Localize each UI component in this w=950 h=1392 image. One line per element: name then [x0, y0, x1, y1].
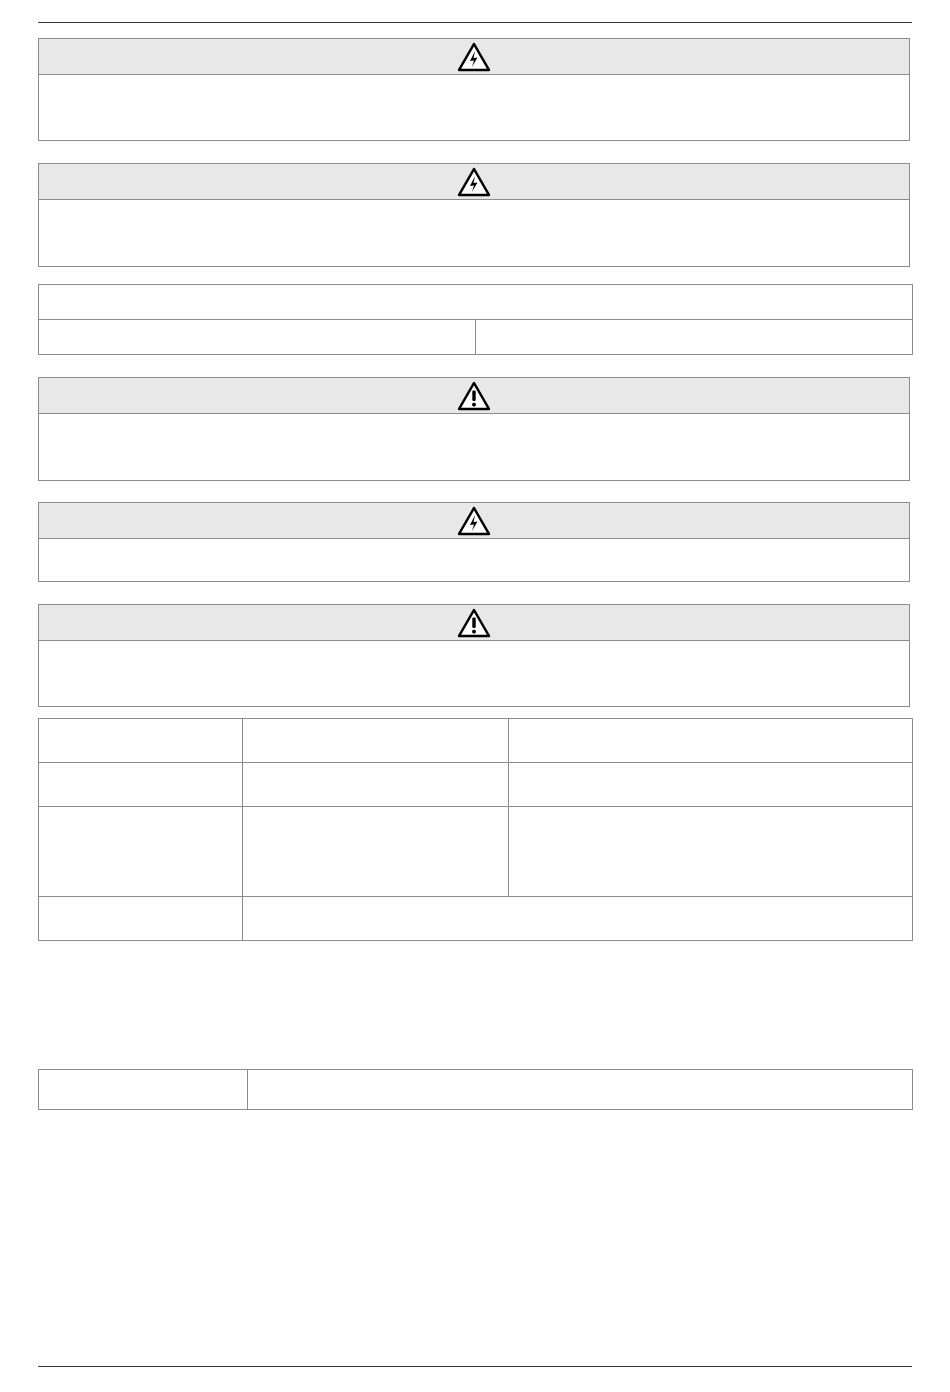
table-cell [243, 897, 913, 941]
notice-body [39, 539, 909, 582]
note-table [38, 1069, 913, 1110]
table-cell [39, 285, 913, 320]
top-rule [38, 22, 912, 23]
table-cell [476, 320, 913, 355]
bottom-rule [38, 1366, 912, 1367]
warning-notice [38, 377, 910, 481]
warning-icon [457, 608, 491, 638]
table-cell [243, 719, 509, 763]
warning-icon [457, 381, 491, 411]
notice-body [39, 200, 909, 267]
table-cell [509, 763, 913, 807]
electric-hazard-notice [38, 163, 910, 267]
table-cell [39, 320, 476, 355]
table-cell [39, 719, 243, 763]
table-cell [243, 763, 509, 807]
electric-hazard-icon [457, 42, 491, 72]
notice-header [39, 378, 909, 414]
info-table [38, 284, 913, 355]
table-cell [39, 1070, 248, 1110]
warning-notice [38, 604, 910, 707]
table-cell [39, 807, 243, 897]
table-cell [243, 807, 509, 897]
electric-hazard-notice [38, 502, 910, 582]
table-cell [248, 1070, 913, 1110]
spec-table [38, 718, 913, 941]
notice-body [39, 75, 909, 141]
electric-hazard-icon [457, 167, 491, 197]
electric-hazard-notice [38, 38, 910, 141]
table-cell [39, 763, 243, 807]
notice-header [39, 39, 909, 75]
notice-header [39, 503, 909, 539]
electric-hazard-icon [457, 506, 491, 536]
notice-header [39, 605, 909, 641]
table-cell [509, 719, 913, 763]
table-cell [39, 897, 243, 941]
notice-body [39, 641, 909, 707]
notice-header [39, 164, 909, 200]
table-cell [509, 807, 913, 897]
notice-body [39, 414, 909, 481]
